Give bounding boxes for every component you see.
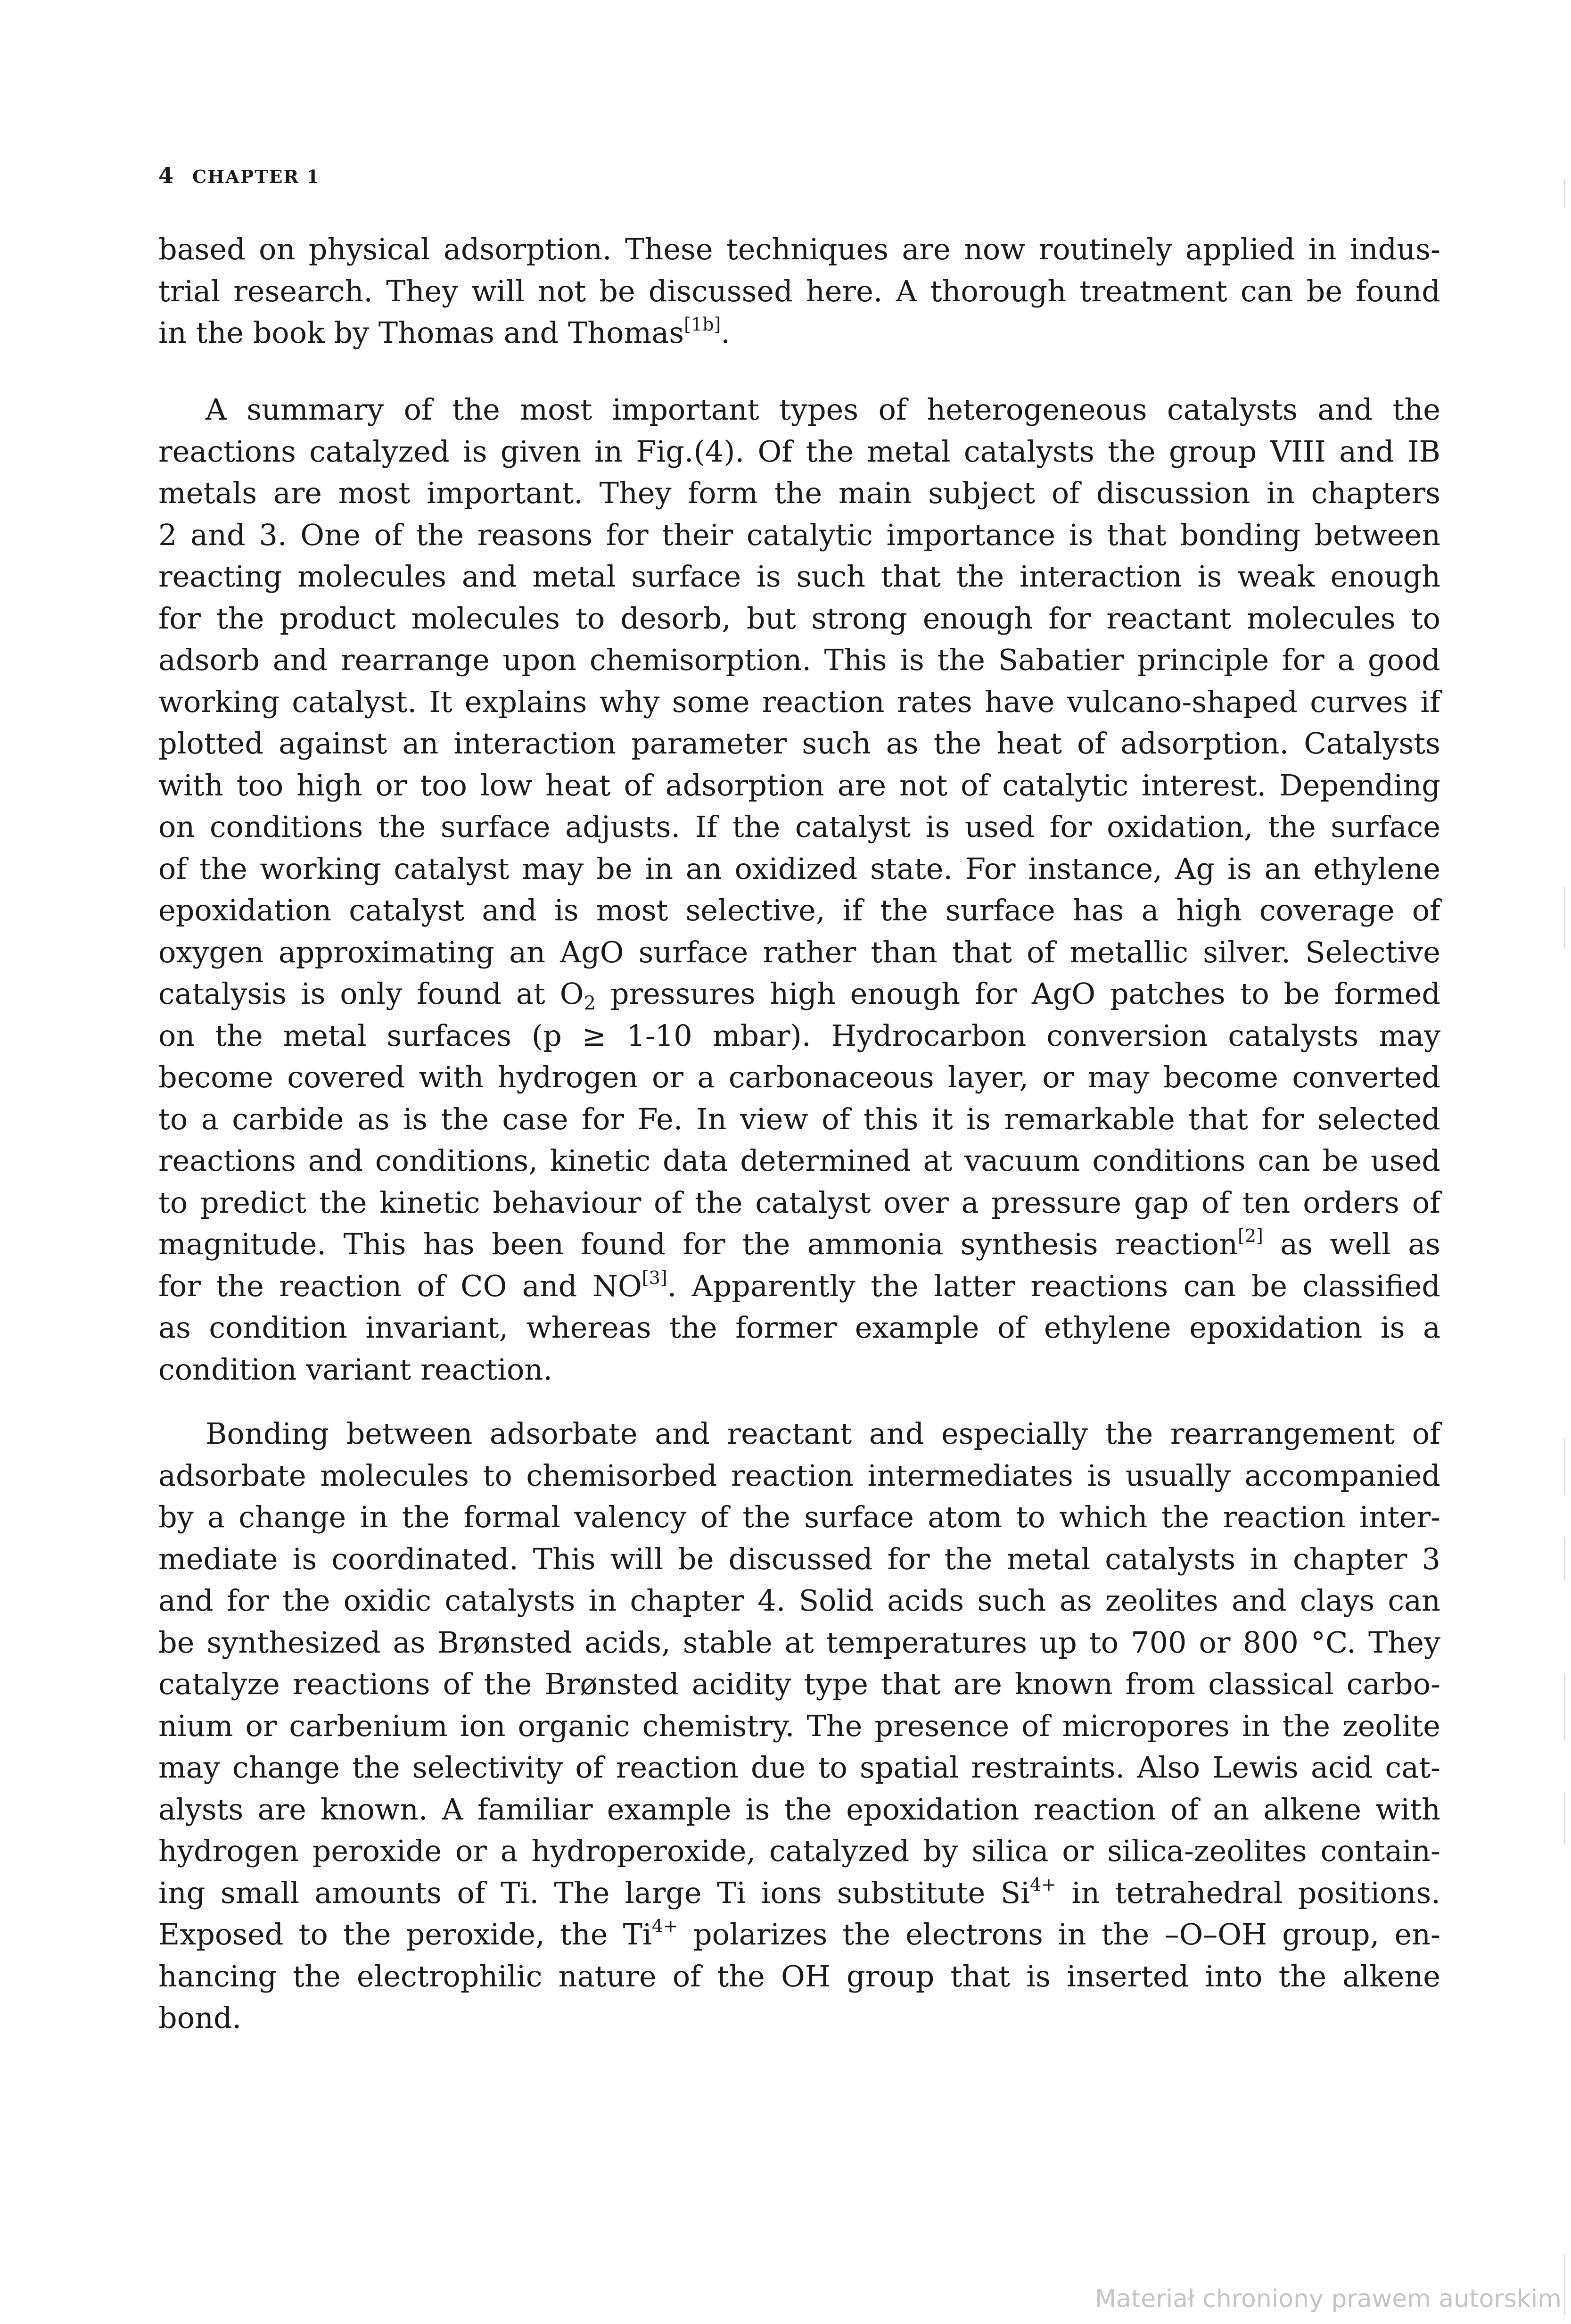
chapter-label: CHAPTER 1 [192,166,320,187]
subscript: 2 [584,992,596,1014]
text-line: nium or carbenium ion organic chemistry. The presence of micropores in the zeolite [158,1708,1440,1743]
text-line: with too high or too low heat of adsorption are not of catalytic interest. Depending [158,768,1440,802]
text-line: bond. [158,2001,242,2035]
text-line: on the metal surfaces (p ≥ 1-10 mbar). Hydrocarbon conversion catalysts may [158,1018,1440,1053]
text-line: A summary of the most important types of heterogeneous catalysts and the [206,392,1440,427]
text-line: in the book by Thomas and Thomas[1b]. [158,314,730,350]
text-line: hydrogen peroxide or a hydroperoxide, catalyzed by silica or silica-zeolites contain- [158,1834,1440,1868]
text-line: magnitude. This has been found for the ammonia synthesis reaction[2] as well as [158,1225,1440,1261]
text-line: ing small amounts of Ti. The large Ti ions substitute $Si^{4+}$ in tetrahedral positions. [158,1874,1440,1910]
text-line: hancing the electrophilic nature of the OH group that is inserted into the alkene [158,1959,1440,1993]
text-line: oxygen approximating an AgO surface rather than that of metallic silver. Selective [158,935,1440,969]
text-line: epoxidation catalyst and is most selective, if the surface has a high coverage of [158,893,1440,927]
text-line: to predict the kinetic behaviour of the catalyst over a pressure gap of ten orders of [158,1185,1440,1220]
running-header [158,163,320,188]
text-line: by a change in the formal valency of the surface atom to which the reaction inter- [158,1500,1440,1534]
scan-artifact [1564,2254,1565,2315]
text-line: as condition invariant, whereas the former example of ethylene epoxidation is a [158,1310,1440,1345]
text-line: reactions and conditions, kinetic data determined at vacuum conditions can be used [158,1143,1440,1178]
text-line: working catalyst. It explains why some reaction rates have vulcano-shaped curves if [158,684,1440,719]
text-line: reactions catalyzed is given in Fig.(4). Of the metal catalysts the group VIII and IB [158,434,1440,469]
text-line: alysts are known. A familiar example is the epoxidation reaction of an alkene with [158,1792,1440,1827]
page-number: 4 [158,163,175,188]
text-line: condition variant reaction. [158,1352,552,1387]
superscript: 4+ [651,1916,678,1936]
text-line: and for the oxidic catalysts in chapter 4. Solid acids such as zeolites and clays can [158,1583,1440,1618]
paragraph-1 [158,229,1440,354]
citation-ref: [1b] [684,314,721,335]
scan-artifact [1564,886,1565,948]
scan-artifact [1564,1674,1565,1740]
text-line: catalyze reactions of the Brønsted acidity type that are known from classical carbo- [158,1667,1440,1701]
text-line: catalysis is only found at $O_2$ pressures high enough for AgO patches to be formed [158,976,1441,1014]
text-line: mediate is coordinated. This will be discussed for the metal catalysts in chapter 3 [158,1541,1440,1576]
text-line: may change the selectivity of reaction due to spatial restraints. Also Lewis acid cat- [158,1750,1440,1785]
text-line: based on physical adsorption. These techniques are now routinely applied in indus- [158,232,1440,266]
text-line: Bonding between adsorbate and reactant and especially the rearrangement of [206,1416,1440,1451]
text-line: 2 and 3. One of the reasons for their catalytic importance is that bonding between [158,517,1440,552]
text-line: reacting molecules and metal surface is such that the interaction is weak enough [158,559,1440,594]
superscript: 4+ [1030,1874,1057,1895]
scan-artifact [1564,1438,1565,1495]
citation-ref: [3] [642,1267,667,1288]
text-line: of the working catalyst may be in an oxidized state. For instance, Ag is an ethylene [158,851,1440,886]
text-line: be synthesized as Brønsted acids, stable at temperatures up to 700 or 800 °C. They [158,1625,1440,1660]
paragraph-2 [158,389,1440,1390]
citation-ref: [2] [1238,1225,1263,1246]
text-line: Exposed to the peroxide, the $Ti^{4+}$ polarizes the electrons in the –O–OH group, en- [158,1916,1440,1952]
text-line: adsorb and rearrange upon chemisorption. This is the Sabatier principle for a good [158,643,1440,677]
text-line: become covered with hydrogen or a carbonaceous layer, or may become converted [158,1060,1440,1094]
copyright-watermark: Materiał chroniony prawem autorskim [1095,2285,1562,2313]
paragraph-3 [158,1413,1440,2039]
scan-artifact [1564,1792,1565,1844]
text-line: to a carbide as is the case for Fe. In view of this it is remarkable that for selected [158,1101,1440,1136]
text-line: trial research. They will not be discussed here. A thorough treatment can be found [158,273,1440,308]
text-line: metals are most important. They form the main subject of discussion in chapters [158,476,1440,510]
text-line: plotted against an interaction parameter such as the heat of adsorption. Catalysts [158,726,1440,761]
scan-artifact [1564,179,1565,207]
scan-artifact [1564,1537,1565,1580]
text-line: for the reaction of CO and NO[3]. Apparently the latter reactions can be classified [158,1267,1440,1303]
text-line: adsorbate molecules to chemisorbed reaction intermediates is usually accompanied [158,1458,1440,1493]
text-line: for the product molecules to desorb, but strong enough for reactant molecules to [158,601,1440,636]
text-line: on conditions the surface adjusts. If the catalyst is used for oxidation, the surface [158,810,1440,844]
